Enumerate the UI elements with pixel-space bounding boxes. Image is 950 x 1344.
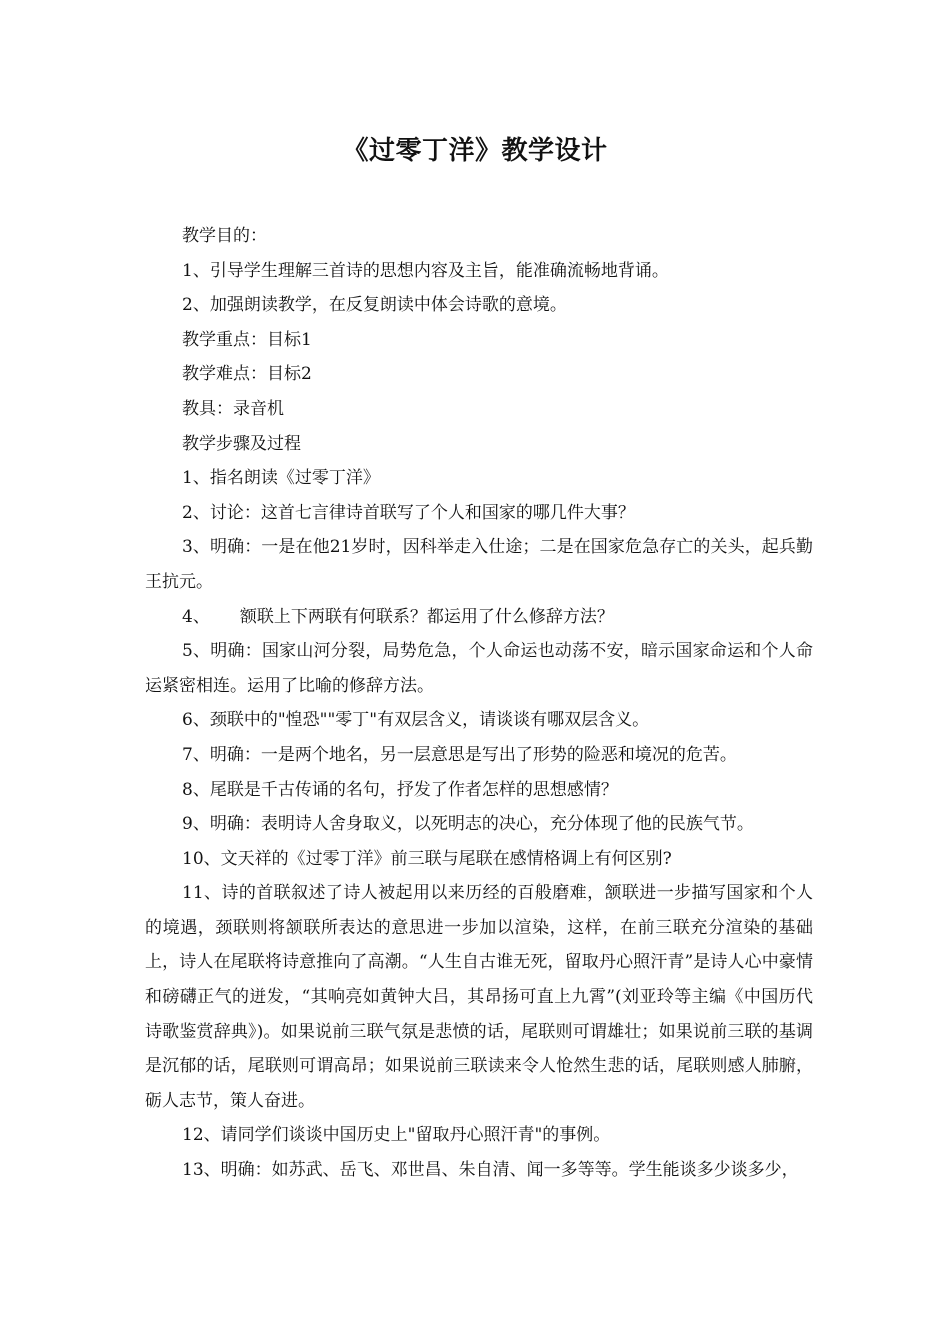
paragraph-key-point: 教学重点：目标1	[182, 329, 312, 350]
paragraph-step-6: 6、颈联中的"惶恐""零丁"有双层含义，请谈谈有哪双层含义。	[182, 710, 650, 731]
step-4-text: 额联上下两联有何联系？都运用了什么修辞方法？	[239, 606, 614, 627]
paragraph-step-8: 8、尾联是千古传诵的名句，抒发了作者怎样的思想感情？	[182, 779, 618, 800]
paragraph-step-7: 7、明确：一是两个地名，另一层意思是写出了形势的险恶和境况的危苦。	[182, 744, 737, 765]
paragraph-step-1: 1、指名朗读《过零丁洋》	[182, 468, 380, 489]
paragraph-step-5: 5、明确：国家山河分裂，局势危急，个人命运也动荡不安，暗示国家命运和个人命运紧密相连。运用了比喻的修辞方法。	[145, 641, 813, 696]
step-4-number: 4、	[182, 606, 210, 627]
paragraph-objectives-heading: 教学目的：	[182, 226, 267, 246]
paragraph-step-4	[145, 600, 813, 635]
document-body	[145, 219, 813, 1188]
paragraph-step-3: 3、明确：一是在他21岁时，因科举走入仕途；二是在国家危急存亡的关头，起兵勤王抗元。	[145, 537, 813, 592]
paragraph-step-9: 9、明确：表明诗人舍身取义，以死明志的决心，充分体现了他的民族气节。	[182, 814, 754, 835]
paragraph-step-11: 11、诗的首联叙述了诗人被起用以来历经的百般磨难，颔联进一步描写国家和个人的境遇，颈联则将颔联所表达的意思进一步加以渲染，这样，在前三联充分渲染的基础上，诗人在尾联将诗意推向了高潮。“人生自古谁无死，留取丹心照汗青”是诗人心中豪情和磅礴正气的迸发，“其响亮如黄钟大吕，其昂扬可直上九霄”(刘亚玲等主编《中国历代诗歌鉴赏辞典》)。如果说前三联气氛是悲愤的话，尾联则可谓雄壮；如果说前三联的基调是沉郁的话，尾联则可谓高昂；如果说前三联读来令人怆然生悲的话，尾联则感人肺腑，砺人志节，策人奋进。	[145, 883, 813, 1111]
paragraph-step-2: 2、讨论：这首七言律诗首联写了个人和国家的哪几件大事？	[182, 502, 635, 523]
paragraph-objective-1: 1、引导学生理解三首诗的思想内容及主旨，能准确流畅地背诵。	[182, 260, 669, 281]
paragraph-teaching-aid: 教具：录音机	[182, 398, 284, 419]
paragraph-steps-heading: 教学步骤及过程	[182, 433, 301, 454]
paragraph-objective-2: 2、加强朗读教学，在反复朗读中体会诗歌的意境。	[182, 295, 567, 316]
paragraph-step-13: 13、明确：如苏武、岳飞、邓世昌、朱自清、闻一多等等。学生能谈多少谈多少，	[182, 1160, 799, 1181]
paragraph-difficulty: 教学难点：目标2	[182, 364, 312, 385]
paragraph-step-12: 12、请同学们谈谈中国历史上"留取丹心照汗青"的事例。	[182, 1125, 611, 1146]
document-title: 《过零丁洋》教学设计	[342, 136, 608, 166]
paragraph-step-10: 10、文天祥的《过零丁洋》前三联与尾联在感情格调上有何区别?	[182, 848, 672, 869]
